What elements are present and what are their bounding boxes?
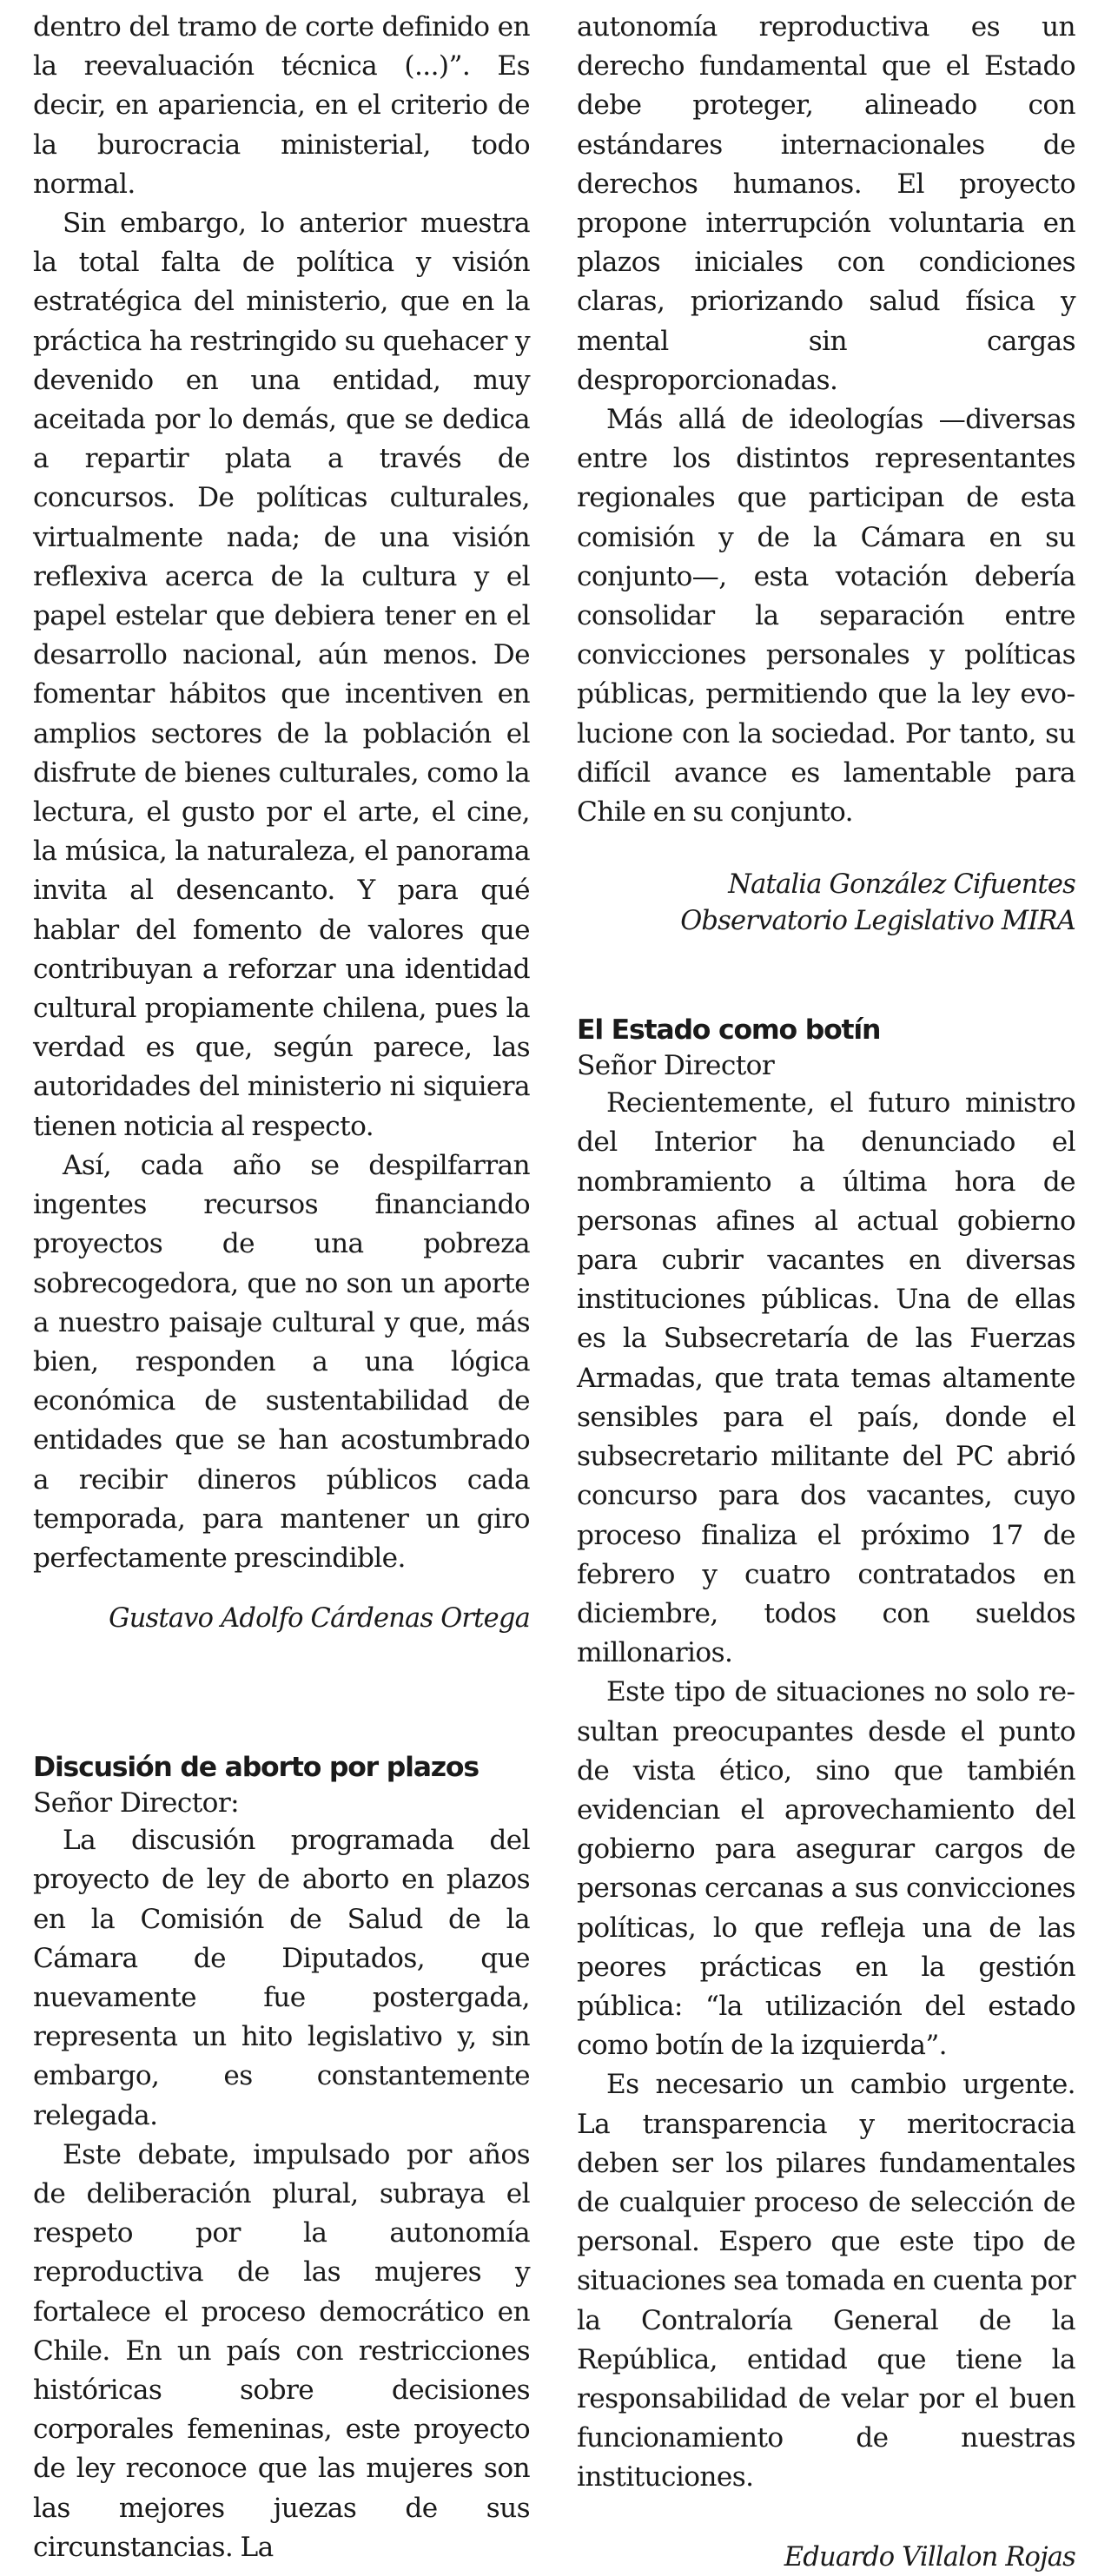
letter-paragraph: Este tipo de situaciones no solo resultan preocupantes desde el punto de vista ético, sino que también evidencian el aprovechamiento del gobierno para asegurar cargos de personas cercanas a sus convicciones políticas, lo que refleja una de las peores prácticas en la gestión pública: “la utilización del estado como botín de la izquierda”.: [577, 1676, 1075, 2062]
letter-aborto-continued: [577, 8, 1075, 940]
letter-salutation: Señor Director:: [33, 1787, 240, 1820]
letter-paragraph: Este debate, impulsado por años de deliberación plural, subraya el respeto por la autonomía reproductiva de las mujeres y fortalece el proceso democrático en Chile. En un país con restricciones históricas sobre decisiones corporales femeninas, este proyecto de ley reconoce que las mujeres son las mejores juezas de sus circunstancias. La: [33, 2138, 530, 2563]
letter-paragraph: Recientemente, el futuro ministro del Interior ha denunciado el nombramiento a última hora de personas afines al actual gobierno para cubrir vacantes en diversas instituciones públicas. Una de ellas es la Subsecretaría de las Fuerzas Armadas, que trata temas altamente sensibles para el país, donde el subsecretario militante del PC abrió concurso para dos vacantes, cuyo proceso finaliza el próximo 17 de febrero y cuatro contratados en diciembre, todos con sueldos millonarios.: [577, 1087, 1075, 1669]
letter-paragraph: La discusión programada del proyecto de ley de aborto en plazos en la Comisión de Salud de la Cámara de Diputados, que nuevamente fue postergada, representa un hito legislativo y, sin embargo, es constantemente relegada.: [33, 1825, 530, 2131]
letter-paragraph: Sin embargo, lo anterior muestra la total falta de política y visión estratégica del ministerio, que en la práctica ha restringido su quehacer y devenido en una entidad, muy aceitada por lo demás, que se dedica a repartir plata a través de concursos. De políticas culturales, virtualmente nada; de una visión reflexiva acerca de la cultura y el papel estelar que debiera tener en el desarrollo nacional, aún menos. De fomentar hábitos que incentiven en amplios sectores de la población el disfrute de bienes culturales, como la lectura, el gusto por el arte, el cine, la música, la naturaleza, el panorama invita al desencanto. Y para qué hablar del fomento de valores que contribuyan a reforzar una identidad cultural propiamente chilena, pues la verdad es que, según parece, las autoridades del ministerio ni siquiera tienen noticia al respecto.: [33, 208, 530, 1142]
right-column: [577, 0, 1075, 2576]
letter-continuation-text: autonomía reproductiva es un derecho fundamental que el Estado debe proteger, alineado con estándares internacionales de derechos humanos. El proyecto propone interrupción voluntaria en plazos iniciales con condiciones claras, priorizando salud física y mental sin cargas desproporcionadas.: [577, 11, 1075, 396]
letter-signature: Gustavo Adolfo Cárdenas Ortega: [109, 1603, 530, 1635]
letter-signature: Natalia González Cifuentes: [728, 869, 1075, 901]
letter-heading: Discusión de aborto por plazos: [33, 1752, 479, 1784]
letter-heading: El Estado como botín: [577, 1014, 881, 1047]
letter-continuation-text: dentro del tramo de corte definido en la reevaluación técnica (...)”. Es decir, en apariencia, en el criterio de la burocracia ministerial, todo normal.: [33, 11, 530, 200]
letter-signature: Eduardo Villalon Rojas: [784, 2541, 1075, 2573]
letter-salutation: Señor Director: [577, 1050, 775, 1082]
letter-aborto: [33, 1750, 530, 2567]
letter-cultura: [33, 8, 530, 1637]
letter-signature-organization: Observatorio Legislativo MIRA: [680, 906, 1075, 937]
letter-paragraph: Es necesario un cambio urgente. La transparencia y meritocracia deben ser los pilares fundamentales de cualquier proceso de selección de personal. Espero que este tipo de situaciones sea tomada en cuenta por la Contraloría General de la República, entidad que tiene la responsabilidad de velar por el buen funcionamiento de nuestras instituciones.: [577, 2069, 1075, 2493]
left-column: [33, 0, 530, 2567]
letter-paragraph: Más allá de ideologías —diversas entre los distintos representantes regionales que participan de esta comisión y de la Cámara en su conjunto—, esta votación debería consolidar la separación entre convicciones personales y políticas públicas, permitiendo que la ley evolucione con la sociedad. Por tanto, su difícil avance es lamentable para Chile en su conjunto.: [577, 404, 1075, 829]
letter-paragraph: Así, cada año se despilfarran ingentes recursos financiando proyectos de una pobreza sobrecogedora, que no son un aporte a nuestro paisaje cultural y que, más bien, responden a una lógica económica de sustentabilidad de entidades que se han acostumbrado a recibir dineros públicos cada temporada, para mantener un giro perfectamente prescindible.: [33, 1149, 530, 1574]
letter-botin: [577, 1013, 1075, 2575]
